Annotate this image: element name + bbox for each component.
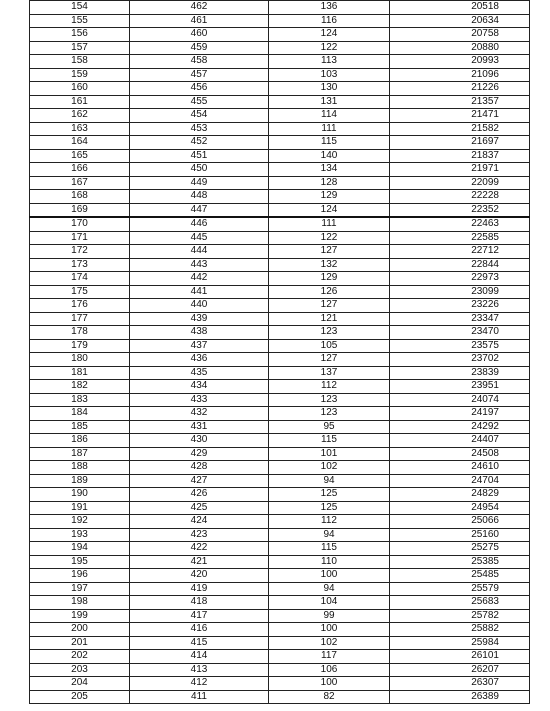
cell-count: 140 [269,149,390,163]
cell-rank: 191 [30,501,130,515]
table-row [30,434,530,448]
cell-cumulative: 22228 [390,190,530,204]
cell-cumulative: 22463 [390,217,530,231]
cell-count: 115 [269,542,390,556]
cell-count: 103 [269,68,390,82]
cell-rank: 205 [30,690,130,704]
table-row [30,176,530,190]
cell-score: 421 [130,555,269,569]
cell-score: 430 [130,434,269,448]
table-row [30,447,530,461]
cell-cumulative: 25485 [390,569,530,583]
cell-score: 417 [130,609,269,623]
cell-cumulative: 21357 [390,95,530,109]
cell-score: 411 [130,690,269,704]
cell-cumulative: 23099 [390,285,530,299]
cell-score: 441 [130,285,269,299]
cell-score: 461 [130,14,269,28]
cell-count: 127 [269,353,390,367]
cell-score: 457 [130,68,269,82]
cell-count: 82 [269,690,390,704]
cell-rank: 190 [30,488,130,502]
cell-cumulative: 23575 [390,339,530,353]
cell-cumulative: 22585 [390,231,530,245]
score-distribution-table [29,0,530,704]
cell-score: 428 [130,461,269,475]
cell-rank: 158 [30,55,130,69]
cell-cumulative: 24508 [390,447,530,461]
cell-rank: 203 [30,663,130,677]
cell-rank: 155 [30,14,130,28]
cell-count: 101 [269,447,390,461]
cell-count: 100 [269,623,390,637]
table-row [30,1,530,15]
cell-score: 452 [130,136,269,150]
table-body [30,1,530,704]
table-row [30,95,530,109]
cell-rank: 178 [30,326,130,340]
cell-count: 94 [269,582,390,596]
cell-cumulative: 26101 [390,650,530,664]
table-row [30,474,530,488]
table-row [30,609,530,623]
table-row [30,68,530,82]
table-row [30,312,530,326]
table-row [30,690,530,704]
cell-count: 106 [269,663,390,677]
table-row [30,217,530,231]
cell-cumulative: 24074 [390,393,530,407]
cell-cumulative: 21582 [390,122,530,136]
cell-count: 122 [269,231,390,245]
cell-score: 456 [130,82,269,96]
cell-count: 94 [269,474,390,488]
cell-cumulative: 25984 [390,636,530,650]
table-row [30,190,530,204]
table-row [30,582,530,596]
table-row [30,380,530,394]
cell-rank: 198 [30,596,130,610]
cell-score: 459 [130,41,269,55]
cell-rank: 199 [30,609,130,623]
cell-cumulative: 20993 [390,55,530,69]
cell-score: 427 [130,474,269,488]
table-row [30,515,530,529]
table-row [30,528,530,542]
cell-cumulative: 26207 [390,663,530,677]
cell-cumulative: 20518 [390,1,530,15]
table-row [30,245,530,259]
cell-count: 104 [269,596,390,610]
cell-rank: 176 [30,299,130,313]
cell-score: 439 [130,312,269,326]
cell-rank: 161 [30,95,130,109]
cell-score: 455 [130,95,269,109]
table-row [30,326,530,340]
cell-count: 115 [269,136,390,150]
cell-count: 131 [269,95,390,109]
cell-count: 99 [269,609,390,623]
cell-cumulative: 26389 [390,690,530,704]
table-row [30,555,530,569]
cell-score: 424 [130,515,269,529]
cell-count: 112 [269,515,390,529]
cell-cumulative: 25579 [390,582,530,596]
cell-cumulative: 25385 [390,555,530,569]
cell-cumulative: 25160 [390,528,530,542]
cell-rank: 162 [30,109,130,123]
table-row [30,203,530,217]
cell-cumulative: 24292 [390,420,530,434]
cell-cumulative: 23226 [390,299,530,313]
table-row [30,285,530,299]
cell-score: 432 [130,407,269,421]
cell-score: 448 [130,190,269,204]
table-row [30,569,530,583]
cell-score: 434 [130,380,269,394]
cell-score: 418 [130,596,269,610]
table-row [30,663,530,677]
cell-count: 112 [269,380,390,394]
cell-count: 124 [269,203,390,217]
cell-rank: 165 [30,149,130,163]
cell-rank: 169 [30,203,130,217]
cell-count: 137 [269,366,390,380]
cell-count: 102 [269,461,390,475]
table-row [30,163,530,177]
cell-cumulative: 23951 [390,380,530,394]
cell-score: 451 [130,149,269,163]
table-row [30,41,530,55]
table-row [30,636,530,650]
table-row [30,677,530,691]
cell-rank: 172 [30,245,130,259]
cell-rank: 185 [30,420,130,434]
cell-score: 444 [130,245,269,259]
cell-score: 437 [130,339,269,353]
cell-count: 129 [269,272,390,286]
cell-score: 449 [130,176,269,190]
cell-rank: 202 [30,650,130,664]
cell-rank: 170 [30,217,130,231]
cell-rank: 204 [30,677,130,691]
cell-score: 426 [130,488,269,502]
cell-cumulative: 24704 [390,474,530,488]
cell-score: 412 [130,677,269,691]
cell-score: 429 [130,447,269,461]
table-row [30,122,530,136]
cell-rank: 181 [30,366,130,380]
cell-cumulative: 22844 [390,258,530,272]
cell-count: 116 [269,14,390,28]
cell-cumulative: 24954 [390,501,530,515]
cell-rank: 193 [30,528,130,542]
cell-score: 438 [130,326,269,340]
cell-cumulative: 21096 [390,68,530,82]
cell-rank: 168 [30,190,130,204]
cell-count: 129 [269,190,390,204]
cell-count: 115 [269,434,390,448]
cell-score: 440 [130,299,269,313]
cell-score: 454 [130,109,269,123]
table-row [30,109,530,123]
table-row [30,623,530,637]
table-row [30,82,530,96]
cell-count: 94 [269,528,390,542]
table-row [30,14,530,28]
cell-rank: 188 [30,461,130,475]
cell-count: 134 [269,163,390,177]
cell-rank: 175 [30,285,130,299]
cell-count: 111 [269,217,390,231]
cell-cumulative: 24829 [390,488,530,502]
cell-cumulative: 24610 [390,461,530,475]
cell-cumulative: 21971 [390,163,530,177]
cell-rank: 167 [30,176,130,190]
cell-score: 458 [130,55,269,69]
cell-rank: 200 [30,623,130,637]
cell-count: 121 [269,312,390,326]
cell-score: 445 [130,231,269,245]
cell-rank: 171 [30,231,130,245]
cell-score: 415 [130,636,269,650]
cell-count: 114 [269,109,390,123]
cell-count: 95 [269,420,390,434]
cell-cumulative: 22099 [390,176,530,190]
cell-cumulative: 23702 [390,353,530,367]
cell-cumulative: 21226 [390,82,530,96]
cell-score: 442 [130,272,269,286]
cell-rank: 179 [30,339,130,353]
cell-cumulative: 23839 [390,366,530,380]
document-page [29,0,529,704]
table-row [30,488,530,502]
cell-cumulative: 25066 [390,515,530,529]
cell-rank: 194 [30,542,130,556]
table-row [30,258,530,272]
cell-score: 423 [130,528,269,542]
cell-count: 111 [269,122,390,136]
cell-score: 450 [130,163,269,177]
table-row [30,353,530,367]
table-row [30,501,530,515]
cell-cumulative: 20880 [390,41,530,55]
cell-cumulative: 25683 [390,596,530,610]
cell-score: 422 [130,542,269,556]
cell-score: 435 [130,366,269,380]
cell-cumulative: 21471 [390,109,530,123]
cell-cumulative: 25882 [390,623,530,637]
cell-count: 125 [269,501,390,515]
cell-rank: 180 [30,353,130,367]
cell-cumulative: 21697 [390,136,530,150]
table-row [30,542,530,556]
cell-count: 124 [269,28,390,42]
cell-cumulative: 23347 [390,312,530,326]
table-row [30,420,530,434]
table-row [30,407,530,421]
table-row [30,28,530,42]
cell-rank: 159 [30,68,130,82]
cell-rank: 174 [30,272,130,286]
cell-count: 100 [269,569,390,583]
cell-cumulative: 20758 [390,28,530,42]
cell-score: 433 [130,393,269,407]
cell-rank: 196 [30,569,130,583]
cell-rank: 183 [30,393,130,407]
cell-count: 125 [269,488,390,502]
cell-rank: 163 [30,122,130,136]
cell-rank: 154 [30,1,130,15]
cell-rank: 156 [30,28,130,42]
cell-score: 420 [130,569,269,583]
cell-rank: 177 [30,312,130,326]
cell-score: 443 [130,258,269,272]
cell-count: 102 [269,636,390,650]
cell-score: 436 [130,353,269,367]
cell-count: 136 [269,1,390,15]
table-row [30,136,530,150]
table-row [30,596,530,610]
cell-score: 414 [130,650,269,664]
cell-cumulative: 22352 [390,203,530,217]
cell-score: 431 [130,420,269,434]
table-row [30,461,530,475]
cell-count: 117 [269,650,390,664]
cell-count: 105 [269,339,390,353]
cell-rank: 182 [30,380,130,394]
cell-score: 416 [130,623,269,637]
cell-count: 128 [269,176,390,190]
cell-cumulative: 22973 [390,272,530,286]
cell-score: 419 [130,582,269,596]
table-row [30,272,530,286]
cell-count: 123 [269,393,390,407]
cell-score: 413 [130,663,269,677]
table-row [30,339,530,353]
cell-cumulative: 26307 [390,677,530,691]
table-row [30,650,530,664]
cell-rank: 189 [30,474,130,488]
cell-rank: 192 [30,515,130,529]
table-row [30,149,530,163]
cell-rank: 187 [30,447,130,461]
table-row [30,299,530,313]
cell-rank: 186 [30,434,130,448]
cell-score: 462 [130,1,269,15]
cell-count: 123 [269,326,390,340]
cell-rank: 197 [30,582,130,596]
table-row [30,393,530,407]
table-row [30,366,530,380]
cell-count: 110 [269,555,390,569]
cell-cumulative: 23470 [390,326,530,340]
cell-count: 126 [269,285,390,299]
cell-rank: 160 [30,82,130,96]
cell-score: 453 [130,122,269,136]
cell-cumulative: 22712 [390,245,530,259]
cell-cumulative: 24407 [390,434,530,448]
cell-count: 130 [269,82,390,96]
cell-count: 132 [269,258,390,272]
cell-count: 122 [269,41,390,55]
cell-score: 425 [130,501,269,515]
cell-cumulative: 20634 [390,14,530,28]
cell-score: 446 [130,217,269,231]
cell-rank: 184 [30,407,130,421]
cell-count: 100 [269,677,390,691]
cell-cumulative: 21837 [390,149,530,163]
cell-cumulative: 24197 [390,407,530,421]
cell-cumulative: 25782 [390,609,530,623]
cell-count: 113 [269,55,390,69]
cell-score: 447 [130,203,269,217]
cell-rank: 164 [30,136,130,150]
cell-rank: 157 [30,41,130,55]
cell-count: 127 [269,299,390,313]
cell-score: 460 [130,28,269,42]
cell-rank: 195 [30,555,130,569]
cell-rank: 173 [30,258,130,272]
cell-rank: 201 [30,636,130,650]
table-row [30,55,530,69]
cell-count: 123 [269,407,390,421]
cell-cumulative: 25275 [390,542,530,556]
cell-count: 127 [269,245,390,259]
cell-rank: 166 [30,163,130,177]
table-row [30,231,530,245]
